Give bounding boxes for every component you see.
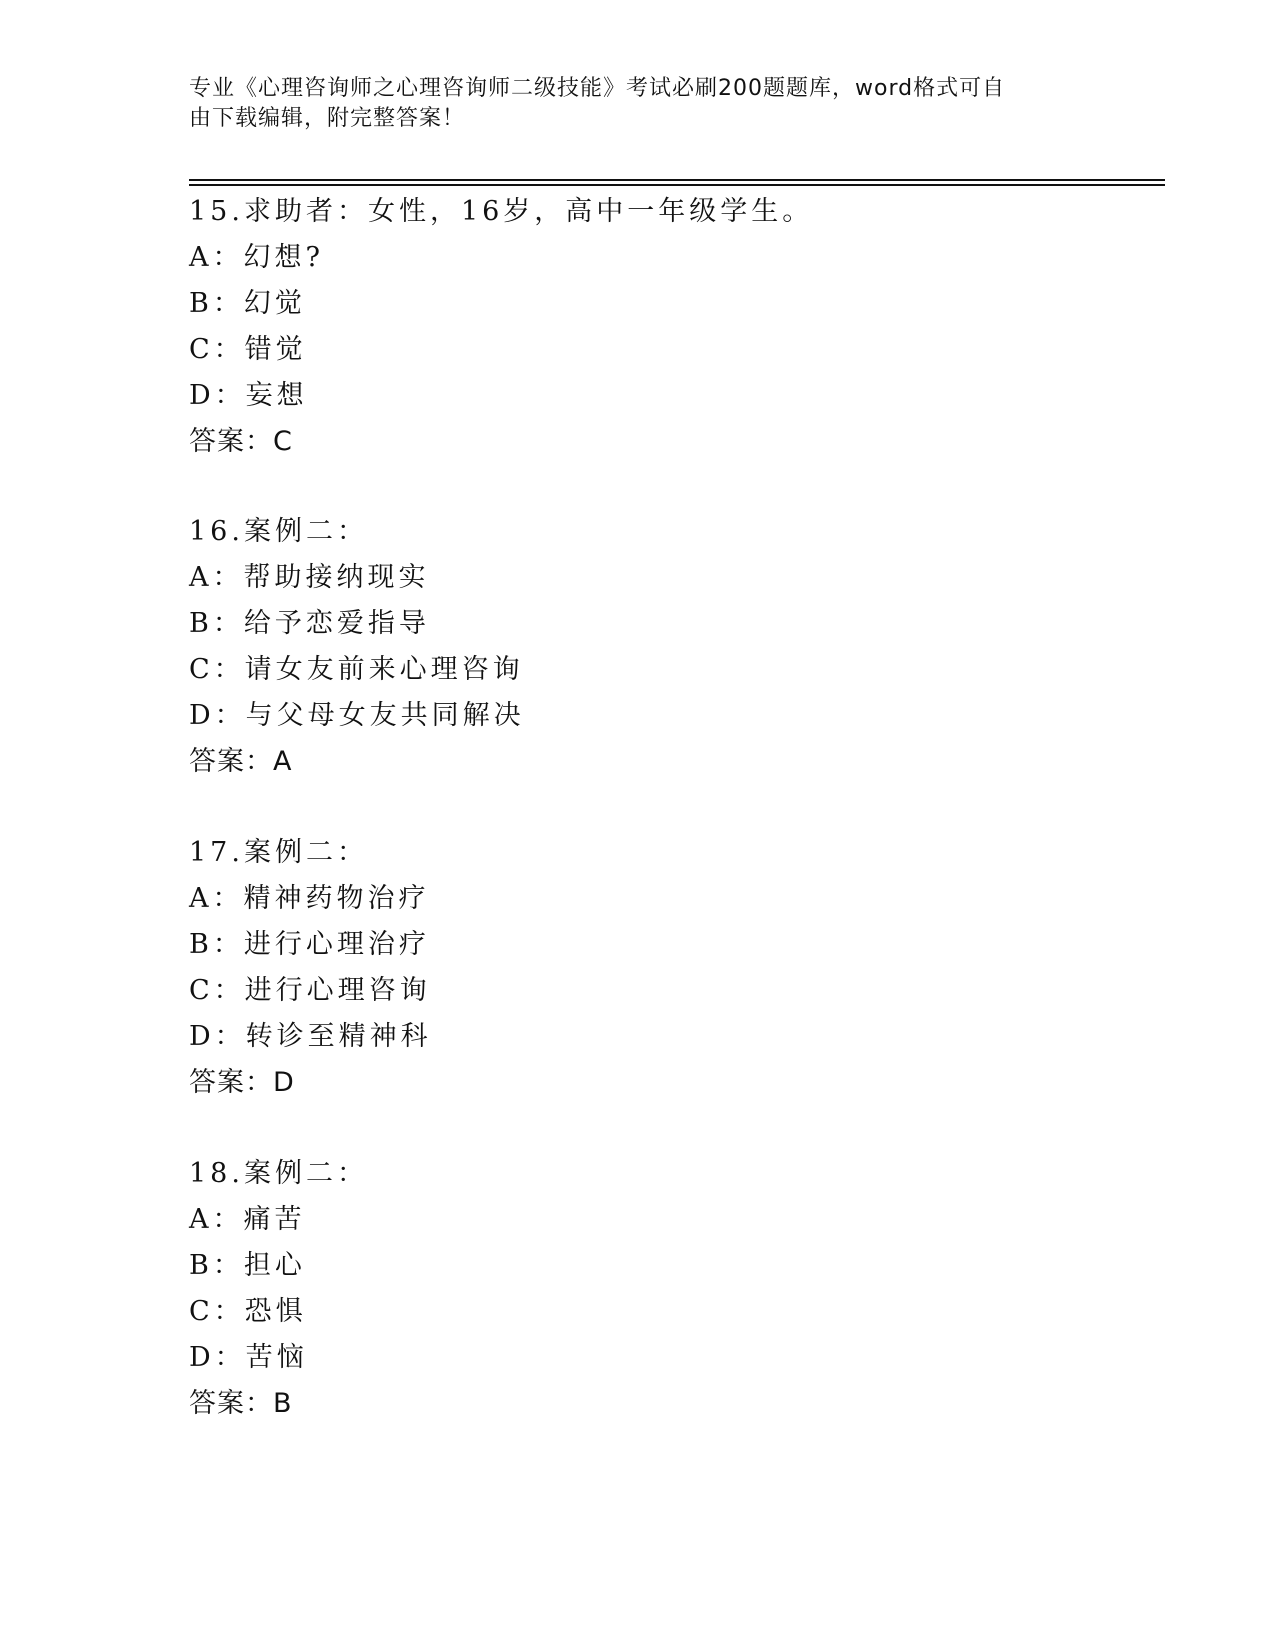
header-divider-bottom <box>189 184 1165 186</box>
question-17 <box>189 830 1089 1106</box>
option-b: B：幻觉 <box>189 288 306 319</box>
question-15 <box>189 189 1089 465</box>
option-c: C：恐惧 <box>189 1296 307 1327</box>
option-a: A：精神药物治疗 <box>189 883 430 914</box>
option-d: D：苦恼 <box>189 1342 308 1373</box>
option-b: B：给予恋爱指导 <box>189 608 430 639</box>
option-b: B：担心 <box>189 1250 306 1281</box>
question-title: 18.案例二： <box>189 1158 368 1189</box>
answer-line: 答案：D <box>189 1067 295 1098</box>
option-c: C：请女友前来心理咨询 <box>189 654 524 685</box>
question-18 <box>189 1151 1089 1427</box>
question-title: 15.求助者：女性，16岁，高中一年级学生。 <box>189 196 814 227</box>
document-header <box>189 74 1089 134</box>
header-line-1: 专业《心理咨询师之心理咨询师二级技能》考试必刷200题题库，word格式可自 <box>189 76 1006 101</box>
header-divider-top <box>189 179 1165 181</box>
answer-line: 答案：C <box>189 426 293 457</box>
option-b: B：进行心理治疗 <box>189 929 430 960</box>
option-d: D：妄想 <box>189 380 308 411</box>
option-d: D：与父母女友共同解决 <box>189 700 525 731</box>
option-a: A：痛苦 <box>189 1204 306 1235</box>
option-d: D：转诊至精神科 <box>189 1021 432 1052</box>
question-title: 16.案例二： <box>189 516 368 547</box>
option-c: C：错觉 <box>189 334 307 365</box>
option-a: A：帮助接纳现实 <box>189 562 430 593</box>
answer-line: 答案：B <box>189 1388 293 1419</box>
header-line-2: 由下载编辑，附完整答案！ <box>189 106 466 131</box>
question-16 <box>189 509 1089 785</box>
question-title: 17.案例二： <box>189 837 368 868</box>
answer-line: 答案：A <box>189 746 293 777</box>
option-a: A：幻想? <box>189 242 324 273</box>
option-c: C：进行心理咨询 <box>189 975 431 1006</box>
